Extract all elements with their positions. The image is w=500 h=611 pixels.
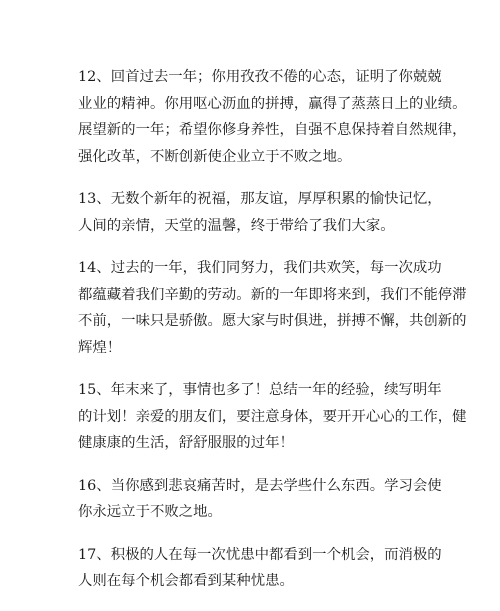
paragraph-line: 13、无数个新年的祝福，那友谊，厚厚积累的愉快记忆， [78, 191, 442, 207]
paragraph-line: 人间的亲情，天堂的温馨，终于带给了我们大家。 [78, 217, 395, 234]
document-body [78, 64, 467, 611]
paragraph-line: 的计划！亲爱的朋友们，要注意身体，要开开心心的工作，健 [78, 408, 467, 425]
paragraph-line: 展望新的一年；希望你修身养性，自强不息保持着自然规律， [78, 122, 467, 138]
paragraph-12 [78, 64, 467, 170]
paragraph-line: 15、年末来了，事情也多了！总结一年的经验，续写明年 [78, 382, 442, 398]
paragraph-line: 16、当你感到悲哀痛苦时，是去学些什么东西。学习会使 [78, 477, 442, 494]
paragraph-line: 都蕴藏着我们辛勤的劳动。新的一年即将来到，我们不能停滞 [78, 286, 467, 303]
paragraph-15 [78, 377, 467, 457]
paragraph-line: 不前，一味只是骄傲。愿大家与时俱进，拼搏不懈，共创新的 [78, 313, 467, 329]
paragraph-line: 业业的精神。你用呕心沥血的拼搏，赢得了蒸蒸日上的业绩。 [78, 95, 467, 112]
paragraph-line: 17、积极的人在每一次忧患中都看到一个机会，而消极的 [78, 546, 442, 563]
paragraph-line: 14、过去的一年，我们同努力，我们共欢笑，每一次成功 [78, 260, 442, 276]
paragraph-line: 强化改革，不断创新使企业立于不败之地。 [78, 148, 352, 165]
paragraph-14 [78, 255, 467, 361]
paragraph-16 [78, 473, 442, 526]
paragraph-line: 辉煌！ [78, 339, 122, 356]
paragraph-line: 12、回首过去一年；你用孜孜不倦的心态，证明了你兢兢 [78, 69, 442, 85]
paragraph-13 [78, 186, 442, 239]
paragraph-17 [78, 542, 442, 595]
paragraph-line: 健康康的生活，舒舒服服的过年！ [78, 435, 294, 451]
paragraph-line: 你永远立于不败之地。 [78, 504, 222, 520]
paragraph-line: 人则在每个机会都看到某种忧患。 [78, 573, 294, 589]
